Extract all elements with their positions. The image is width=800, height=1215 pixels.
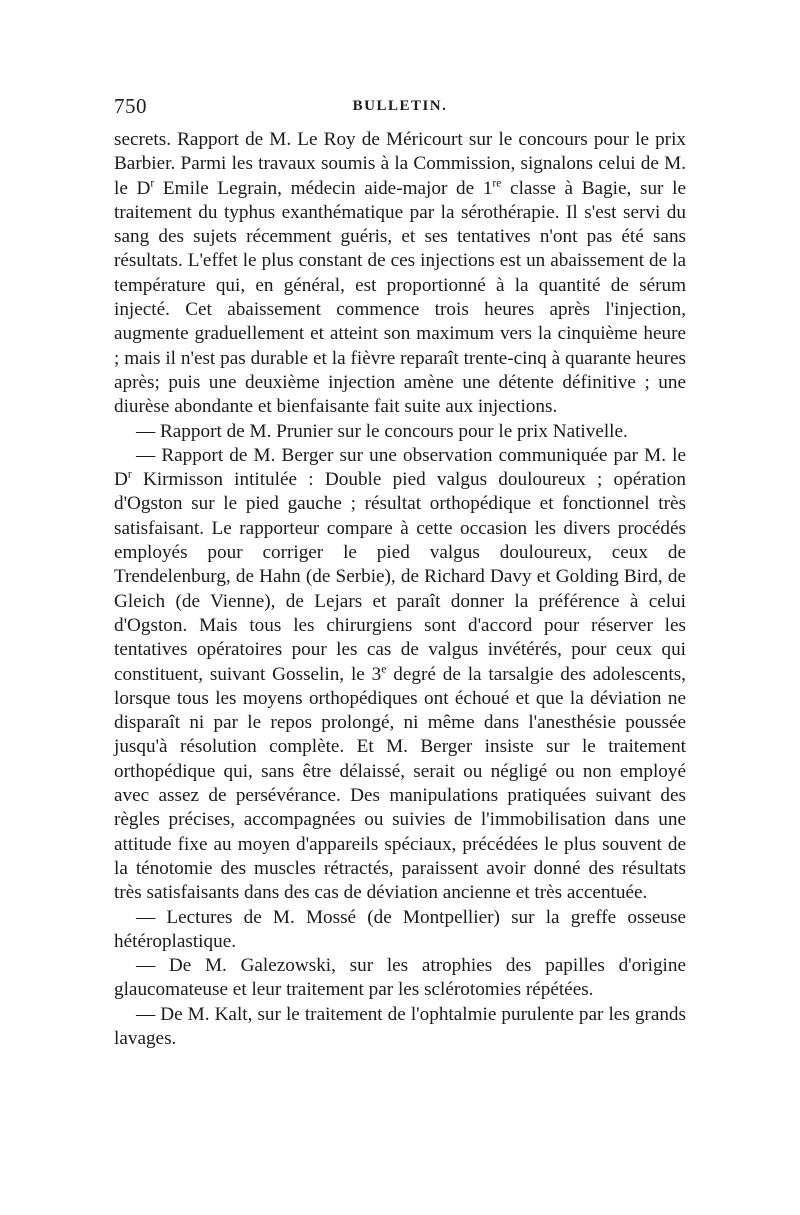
text-segment: secrets. Rapport de M. Le Roy de Méricourt sur le concours pour le prix Barbier. Parmi les travaux soumis à la Commission, signalons celui de M. le D xyxy=(114,129,686,199)
running-head: BULLETIN. xyxy=(352,98,448,114)
text-segment: classe à Bagie, sur le traitement du typhus exanthématique par la sérothérapie. Il s'est servi du sang des sujets récemment guéris, et ses tentatives n'ont pas été sans résultats. L'effet le plus constant de ces injections est un abaissement de la température qui, en général, est proportionné à la quantité de sérum injecté. Cet abaissement commence trois heures après l'injection, augmente graduellement et atteint son maximum vers la cinquième heure ; mais il n'est pas durable et la fièvre reparaît trente-cinq à quarante heures après; puis une deuxième injection amène une détente définitive ; une diurèse abondante et bienfaisante fait suite aux injections. xyxy=(114,177,686,418)
superscript: e xyxy=(381,663,387,676)
text-segment: — Lectures de M. Mossé (de Montpellier) sur la greffe osseuse hétéroplastique. xyxy=(114,906,686,952)
paragraph-berger-report xyxy=(114,444,686,906)
paragraph-galezowski-lecture xyxy=(114,954,686,1003)
text-segment: — De M. Galezowski, sur les atrophies des papilles d'origine glaucomateuse et leur traitement par les sclérotomies répétées. xyxy=(114,955,686,1001)
page-number: 750 xyxy=(114,94,147,118)
text-segment: — De M. Kalt, sur le traitement de l'ophtalmie purulente par les grands lavages. xyxy=(114,1003,686,1049)
superscript: r xyxy=(127,468,132,481)
paragraph-kalt-lecture xyxy=(114,1003,686,1052)
paragraph-mosse-lecture xyxy=(114,906,686,955)
paragraph-prunier-report xyxy=(114,420,686,444)
page-header xyxy=(114,94,686,118)
text-segment: — Rapport de M. Prunier sur le concours pour le prix Nativelle. xyxy=(136,420,628,442)
superscript: r xyxy=(150,177,155,190)
body-text xyxy=(114,128,686,1051)
paragraph-serum-therapy xyxy=(114,128,686,420)
text-segment: degré de la tarsalgie des adolescents, lorsque tous les moyens orthopédiques ont échoué et que la déviation ne disparaît ni par le repos prolongé, ni même dans l'anesthésie poussée jusqu'à résolution complète. Et M. Berger insiste sur le traitement orthopédique qui, sans être délaissé, serait ou négligé ou non employé avec assez de persévérance. Des manipulations pratiquées suivant des règles précises, accompagnées ou suivies de l'immobilisation dans une attitude fixe au moyen d'appareils spéciaux, précédées le plus souvent de la ténotomie des muscles rétractés, paraissent avoir donné des résultats très satisfaisants dans des cas de déviation ancienne et très accentuée. xyxy=(114,663,686,904)
text-segment: Emile Legrain, médecin aide-major de 1 xyxy=(154,177,493,199)
text-segment: — Rapport de M. Berger sur une observation communiquée par M. le D xyxy=(114,444,686,491)
text-segment: Kirmisson intitulée : Double pied valgus douloureux ; opération d'Ogston sur le pied gauche ; résultat orthopédique et fonctionnel très satisfaisant. Le rapporteur compare à cette occasion les divers procédés employés pour corriger le pied valgus douloureux, ceux de Trendelenburg, de Hahn (de Serbie), de Richard Davy et Golding Bird, de Gleich (de Vienne), de Lejars et paraît donner la préférence à celui d'Ogston. Mais tous les chirurgiens sont d'accord pour réserver les tentatives opératoires pour les cas de valgus invétérés, pour ceux qui constituent, suivant Gosselin, le 3 xyxy=(114,469,686,685)
superscript: re xyxy=(492,177,502,190)
